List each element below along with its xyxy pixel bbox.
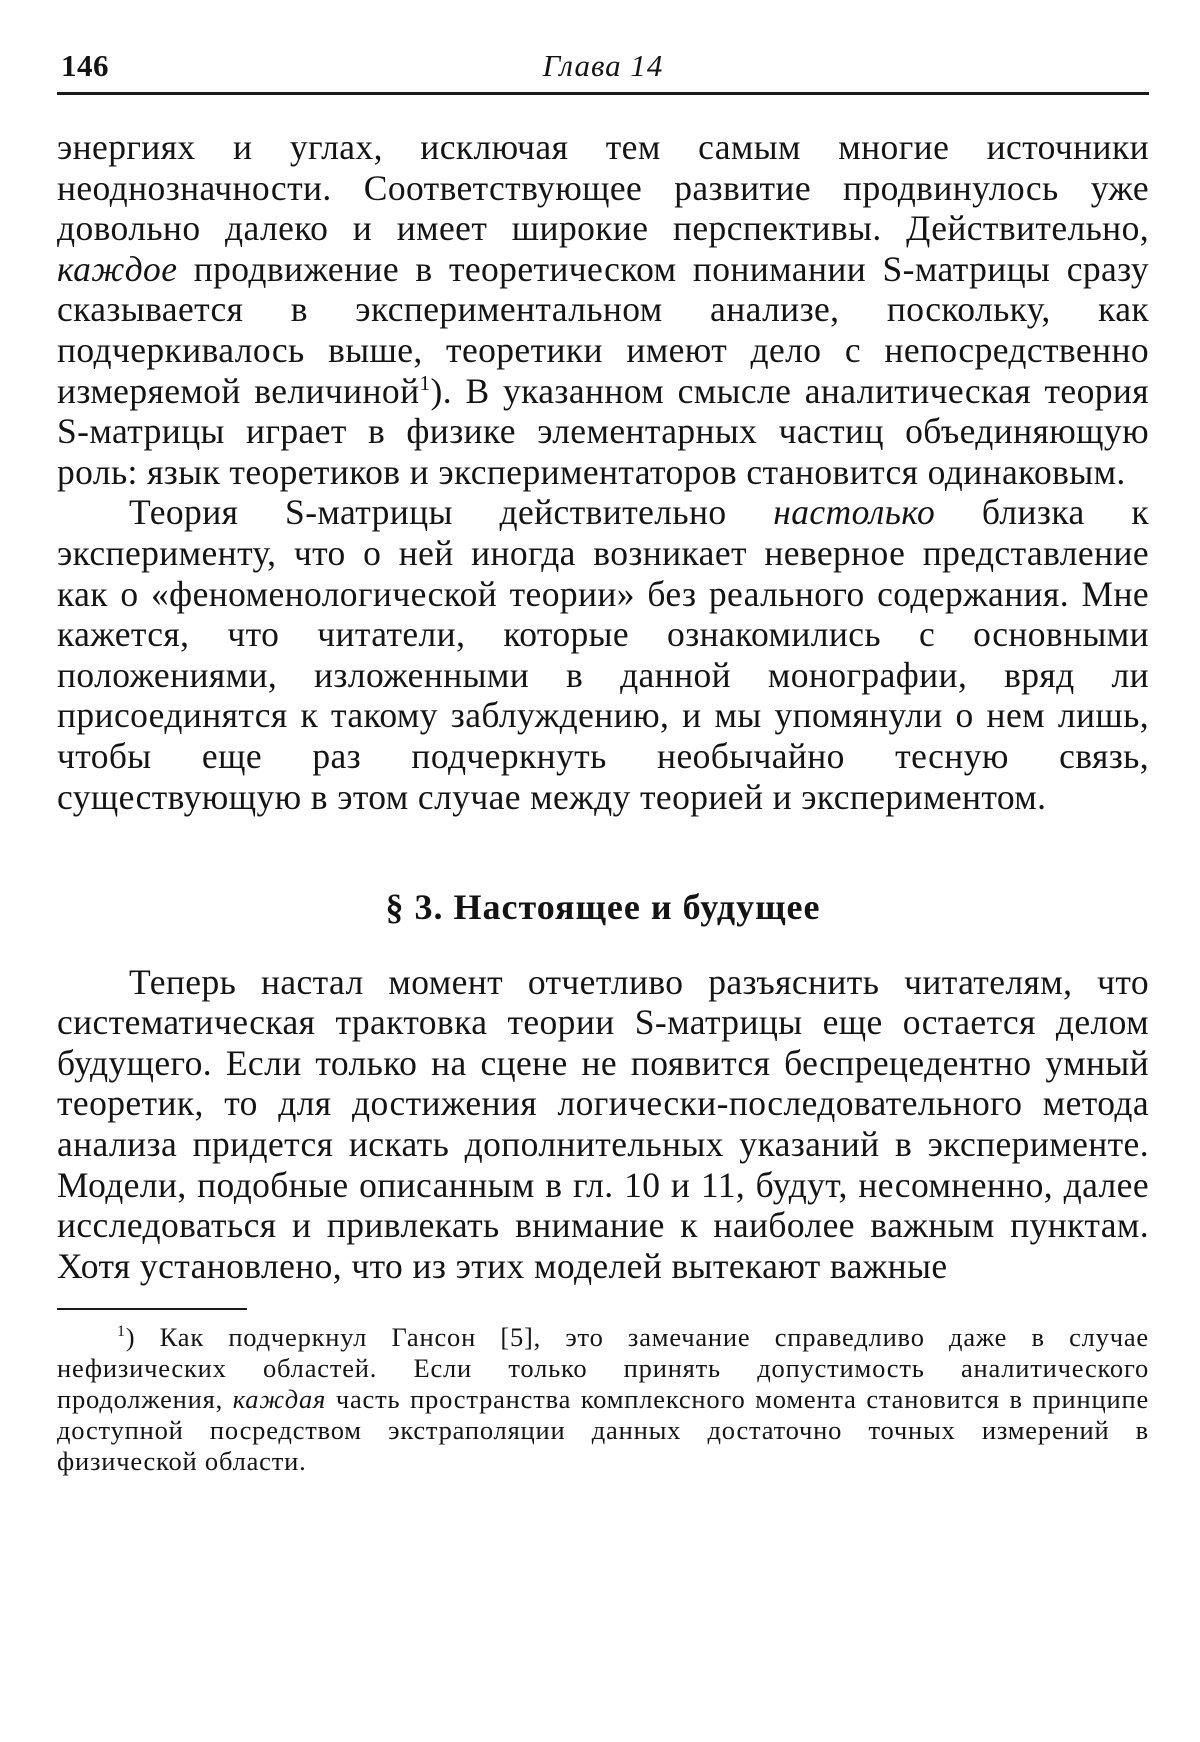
footnote-reference: 1 [419, 370, 431, 395]
footnote-divider [57, 1308, 247, 1310]
running-head [57, 40, 1149, 95]
paragraph-text: продвижение в теоретическом понимании S-матрицы сразу сказывается в экспериментальном анализе, поскольку, как подчеркивалось выше, теоретики имеют дело с непосредственно измеряемой величиной [57, 248, 1149, 411]
footnote-text: часть пространства комплексного момента становится в принципе доступной посредством экстраполяции данных достаточно точных измерений в физической области. [57, 1384, 1150, 1476]
paragraph [57, 962, 1149, 1287]
paragraph-text: Теория S-матрицы действительно [129, 492, 774, 533]
emphasis-text: настолько [773, 492, 936, 533]
emphasis-text: каждое [57, 248, 178, 289]
footnote [57, 1322, 1149, 1476]
section-heading: § 3. Настоящее и будущее [385, 887, 821, 928]
page-number: 146 [61, 48, 109, 83]
footnote-marker: 1 [117, 1323, 126, 1341]
paragraph-text: близка к эксперименту, что о ней иногда возникает неверное представление как о «феноменологической теории» без реального содержания. Мне кажется, что читатели, которые ознакомились с основными положениями, изложенными в данной монографии, вряд ли присоединятся к такому заблуждению, и мы упомянули о нем лишь, чтобы еще раз подчеркнуть необычайно тесную связь, существующую в этом случае между теорией и экспериментом. [57, 492, 1149, 817]
paragraph-text: энергиях и углах, исключая тем самым многие источники неоднозначности. Соответствующее развитие продвинулось уже довольно далеко и имеет широкие перспективы. Действительно, [57, 127, 1149, 249]
body-text [57, 127, 1149, 1286]
emphasis-text: каждая [232, 1384, 327, 1415]
footnotes [57, 1322, 1149, 1476]
paragraph-text: Теперь настал момент отчетливо разъяснить читателям, что систематическая трактовка теории S-матрицы еще остается делом будущего. Если только на сцене не появится беспрецедентно умный теоретик, то для достижения логически-последовательного метода анализа придется искать дополнительных указаний в эксперименте. Модели, подобные описанным в гл. 10 и 11, будут, несомненно, далее исследоваться и привлекать внимание к наиболее важным пунктам. Хотя установлено, что из этих моделей вытекают важные [57, 961, 1149, 1286]
paragraph-continued [57, 127, 1149, 492]
book-page [57, 40, 1149, 1476]
footnote-text: ) Как подчеркнул Гансон [5], это замечание справедливо даже в случае нефизических областей. Если только принять допустимость аналитического продолжения, [57, 1322, 1149, 1415]
chapter-title: Глава 14 [542, 48, 664, 83]
paragraph [57, 492, 1149, 817]
paragraph-text: ). В указанном смысле аналитическая теория S-матрицы играет в физике элементарных частиц объединяющую роль: язык теоретиков и экспериментаторов становится одинаковым. [57, 370, 1149, 492]
